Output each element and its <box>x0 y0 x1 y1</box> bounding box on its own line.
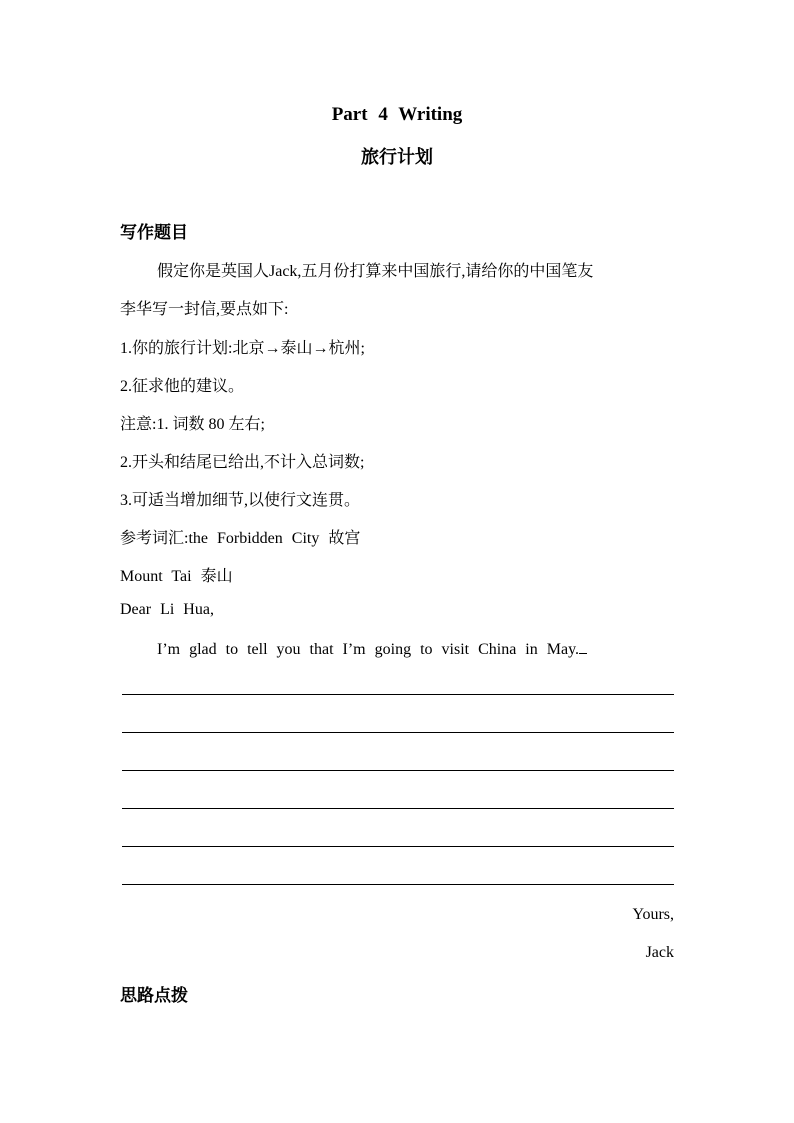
answer-line-5[interactable] <box>122 846 674 847</box>
letter-signature: Jack <box>645 944 674 961</box>
answer-blank-start[interactable] <box>579 639 587 654</box>
note-2: 2.开头和结尾已给出,不计入总词数; <box>120 454 365 471</box>
answer-line-6[interactable] <box>122 884 674 885</box>
letter-closing: Yours, <box>632 906 674 923</box>
point-2: 2.征求他的建议。 <box>120 378 245 395</box>
letter-salutation: Dear Li Hua, <box>120 601 214 618</box>
prompt-line-1: 假定你是英国人Jack,五月份打算来中国旅行,请给你的中国笔友 <box>157 263 594 280</box>
next-section-heading: 思路点拨 <box>120 986 188 1005</box>
answer-line-3[interactable] <box>122 770 674 771</box>
prompt-line-2: 李华写一封信,要点如下: <box>120 301 289 318</box>
vocab-1: 参考词汇:the Forbidden City 故宫 <box>120 530 361 547</box>
note-3: 3.可适当增加细节,以使行文连贯。 <box>120 492 361 509</box>
vocab-2: Mount Tai 泰山 <box>120 568 233 585</box>
point-1: 1.你的旅行计划:北京→泰山→杭州; <box>120 340 365 357</box>
page-title: Part 4 Writing <box>331 104 463 125</box>
answer-line-4[interactable] <box>122 808 674 809</box>
answer-line-2[interactable] <box>122 732 674 733</box>
letter-opening: I’m glad to tell you that I’m going to visit China in May. <box>157 641 580 658</box>
task-heading: 写作题目 <box>120 223 188 242</box>
note-1: 注意:1. 词数 80 左右; <box>120 416 265 433</box>
page-subtitle: 旅行计划 <box>361 147 433 167</box>
letter-opening-wrap <box>157 639 587 659</box>
answer-line-1[interactable] <box>122 694 674 695</box>
